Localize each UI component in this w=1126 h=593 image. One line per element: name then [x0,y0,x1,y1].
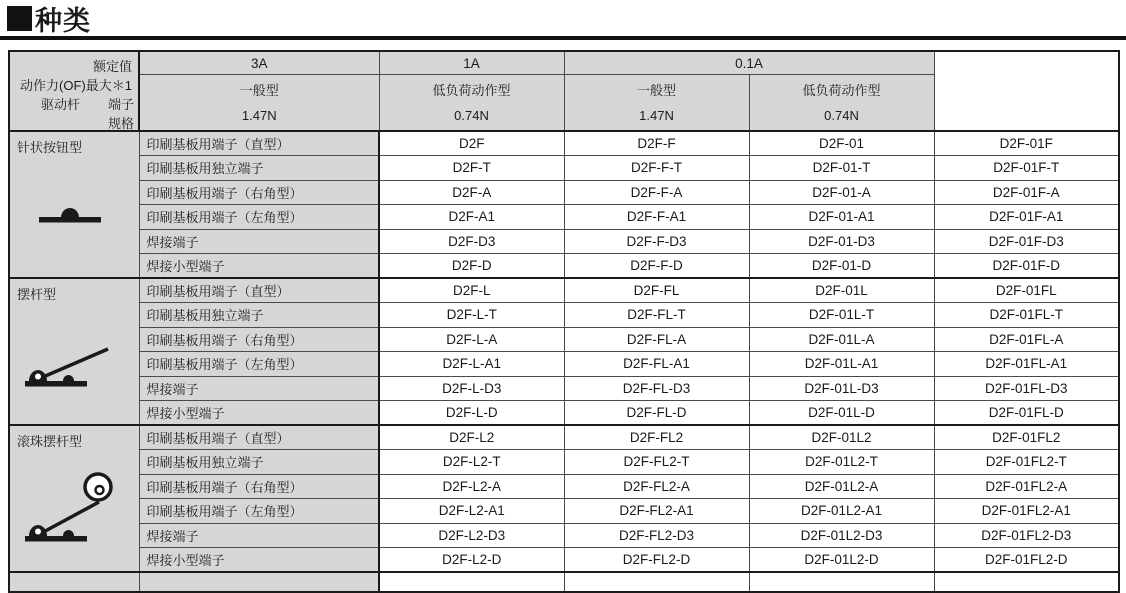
model-cell: D2F-F-D3 [564,229,749,254]
model-cell: D2F-FL2-D [564,548,749,573]
model-cell: D2F-FL-D [564,401,749,426]
table-row [9,327,1119,352]
model-cell: D2F-L2-T [379,450,564,475]
model-cell: D2F-L2-D3 [379,523,564,548]
model-cell: D2F-L2 [379,425,564,450]
table-row [9,254,1119,279]
model-cell: D2F-D3 [379,229,564,254]
model-cell: D2F-01FL-D3 [934,376,1119,401]
model-cell: D2F-01F [934,131,1119,156]
actuator-cell [9,425,139,572]
terminal-cell: 印刷基板用端子（直型） [139,425,379,450]
model-cell: D2F-FL2-T [564,450,749,475]
terminal-cell: 焊接端子 [139,229,379,254]
model-cell: D2F-01FL2-A1 [934,499,1119,524]
actuator-label: 针状按钮型 [17,140,83,155]
model-cell: D2F-01FL-T [934,303,1119,328]
subcol-header-1 [139,75,379,131]
rated-value-label: 额定值 [92,59,132,74]
type-label: 一般型 [239,82,279,98]
table-row [9,352,1119,377]
title-underline [0,36,1126,40]
terminal-cell: 印刷基板用端子（左角型） [139,205,379,230]
table-body [9,131,1119,592]
table-row [9,474,1119,499]
model-cell: D2F-01FL-A [934,327,1119,352]
model-cell: D2F-01F-A1 [934,205,1119,230]
model-cell: D2F-FL2-A1 [564,499,749,524]
model-cell: D2F-L-D3 [379,376,564,401]
table-row [9,499,1119,524]
model-cell: D2F-F [564,131,749,156]
model-cell: D2F-F-D [564,254,749,279]
terminal-cell: 印刷基板用端子（右角型） [139,327,379,352]
terminal-cell: 印刷基板用端子（右角型） [139,180,379,205]
terminal-cell: 印刷基板用独立端子 [139,303,379,328]
model-cell [934,572,1119,592]
model-cell: D2F-FL2-D3 [564,523,749,548]
table-row [9,425,1119,450]
subcol-header-4 [749,75,934,131]
terminal-cell: 印刷基板用独立端子 [139,450,379,475]
operating-force-label: 动作力(OF)最大＊1 [20,78,132,93]
model-cell: D2F-01FL2-A [934,474,1119,499]
model-cell: D2F-FL-A [564,327,749,352]
terminal-cell: 焊接小型端子 [139,254,379,279]
subcol-header-2 [379,75,564,131]
force-label: 1.47N [241,107,277,123]
black-square-icon [7,6,32,31]
actuator-column-label: 驱动杆 [40,97,80,112]
header-rating-row [9,51,1119,75]
model-cell: D2F-F-T [564,156,749,181]
model-cell: D2F-L-A [379,327,564,352]
table-row [9,548,1119,573]
model-cell: D2F-01FL2-T [934,450,1119,475]
terminal-cell: 印刷基板用端子（左角型） [139,352,379,377]
model-cell: D2F-01F-D [934,254,1119,279]
model-cell: D2F-L [379,278,564,303]
model-cell: D2F-F-A1 [564,205,749,230]
model-cell: D2F-L2-A1 [379,499,564,524]
terminal-cell: 印刷基板用端子（直型） [139,131,379,156]
model-selection-table [8,50,1120,593]
table-row [9,156,1119,181]
terminal-cell: 焊接端子 [139,523,379,548]
model-cell: D2F-01FL2-D [934,548,1119,573]
actuator-cell [9,131,139,278]
rating-header-01a: 0.1A [564,51,934,75]
rating-header-3a: 3A [139,51,379,75]
terminal-cell: 焊接小型端子 [139,401,379,426]
type-label: 低负荷动作型 [802,82,881,98]
table-row [9,180,1119,205]
table-row [9,523,1119,548]
terminal-cell [139,572,379,592]
table-row [9,229,1119,254]
page-title [7,0,91,36]
type-label: 低负荷动作型 [432,82,511,98]
model-cell: D2F-01-D [749,254,934,279]
terminal-cell: 焊接小型端子 [139,548,379,573]
model-cell: D2F-01L2-D [749,548,934,573]
pin-plunger-icon [38,207,102,223]
model-cell: D2F-01FL-A1 [934,352,1119,377]
table-row [9,205,1119,230]
model-cell: D2F-01FL2 [934,425,1119,450]
actuator-label: 滚珠摆杆型 [17,434,83,449]
model-cell: D2F-01L-A1 [749,352,934,377]
terminal-cell: 印刷基板用独立端子 [139,156,379,181]
model-cell [564,572,749,592]
model-cell: D2F-L2-A [379,474,564,499]
model-cell: D2F-L-A1 [379,352,564,377]
model-cell [379,572,564,592]
model-cell: D2F-FL [564,278,749,303]
model-cell [749,572,934,592]
model-cell: D2F-T [379,156,564,181]
force-label: 1.47N [639,107,674,123]
terminal-cell: 焊接端子 [139,376,379,401]
model-cell: D2F-01-T [749,156,934,181]
model-cell: D2F-01FL-D [934,401,1119,426]
terminal-cell: 印刷基板用端子（右角型） [139,474,379,499]
table-row [9,303,1119,328]
model-cell: D2F-FL-A1 [564,352,749,377]
model-cell: D2F-FL-D3 [564,376,749,401]
rating-header-1a: 1A [379,51,564,75]
model-cell: D2F-01L [749,278,934,303]
model-cell: D2F-01F-D3 [934,229,1119,254]
actuator-label: 摆杆型 [17,287,57,302]
model-cell: D2F-FL2 [564,425,749,450]
roller-lever-icon [25,470,115,544]
header-corner-cell [9,51,139,131]
model-cell: D2F-L-D [379,401,564,426]
model-cell: D2F-01-A [749,180,934,205]
model-cell: D2F-01L-D3 [749,376,934,401]
model-cell: D2F-01L2-T [749,450,934,475]
model-cell: D2F-01L2-D3 [749,523,934,548]
model-cell: D2F-01FL2-D3 [934,523,1119,548]
model-cell: D2F-D [379,254,564,279]
model-cell: D2F-01 [749,131,934,156]
header-subtype-row [9,75,1119,131]
model-cell: D2F-A [379,180,564,205]
type-label: 一般型 [636,82,676,98]
table-header [9,51,1119,131]
model-cell: D2F-01-D3 [749,229,934,254]
model-cell: D2F-01L-T [749,303,934,328]
terminal-column-label: 端子规格 [107,97,134,131]
model-cell: D2F-01FL [934,278,1119,303]
table-row [9,376,1119,401]
force-label: 0.74N [454,107,489,123]
table-row [9,401,1119,426]
actuator-cell [9,278,139,425]
model-cell: D2F-FL-T [564,303,749,328]
model-cell: D2F-01-A1 [749,205,934,230]
terminal-cell: 印刷基板用端子（直型） [139,278,379,303]
model-cell: D2F-01F-T [934,156,1119,181]
model-cell: D2F-F-A [564,180,749,205]
model-cell: D2F-L-T [379,303,564,328]
model-cell: D2F-01L-A [749,327,934,352]
model-cell: D2F-01L2-A [749,474,934,499]
actuator-cell [9,572,139,592]
hinge-lever-icon [25,345,111,387]
table-row [9,278,1119,303]
model-cell: D2F-FL2-A [564,474,749,499]
table-row [9,450,1119,475]
model-cell: D2F-01L-D [749,401,934,426]
subcol-header-3 [564,75,749,131]
table-row [9,131,1119,156]
model-cell: D2F-A1 [379,205,564,230]
page-title-text: 种类 [35,5,91,36]
model-cell: D2F [379,131,564,156]
model-cell: D2F-L2-D [379,548,564,573]
terminal-cell: 印刷基板用端子（左角型） [139,499,379,524]
model-cell: D2F-01F-A [934,180,1119,205]
model-cell: D2F-01L2-A1 [749,499,934,524]
force-label: 0.74N [824,107,859,123]
table-row-partial [9,572,1119,592]
model-cell: D2F-01L2 [749,425,934,450]
